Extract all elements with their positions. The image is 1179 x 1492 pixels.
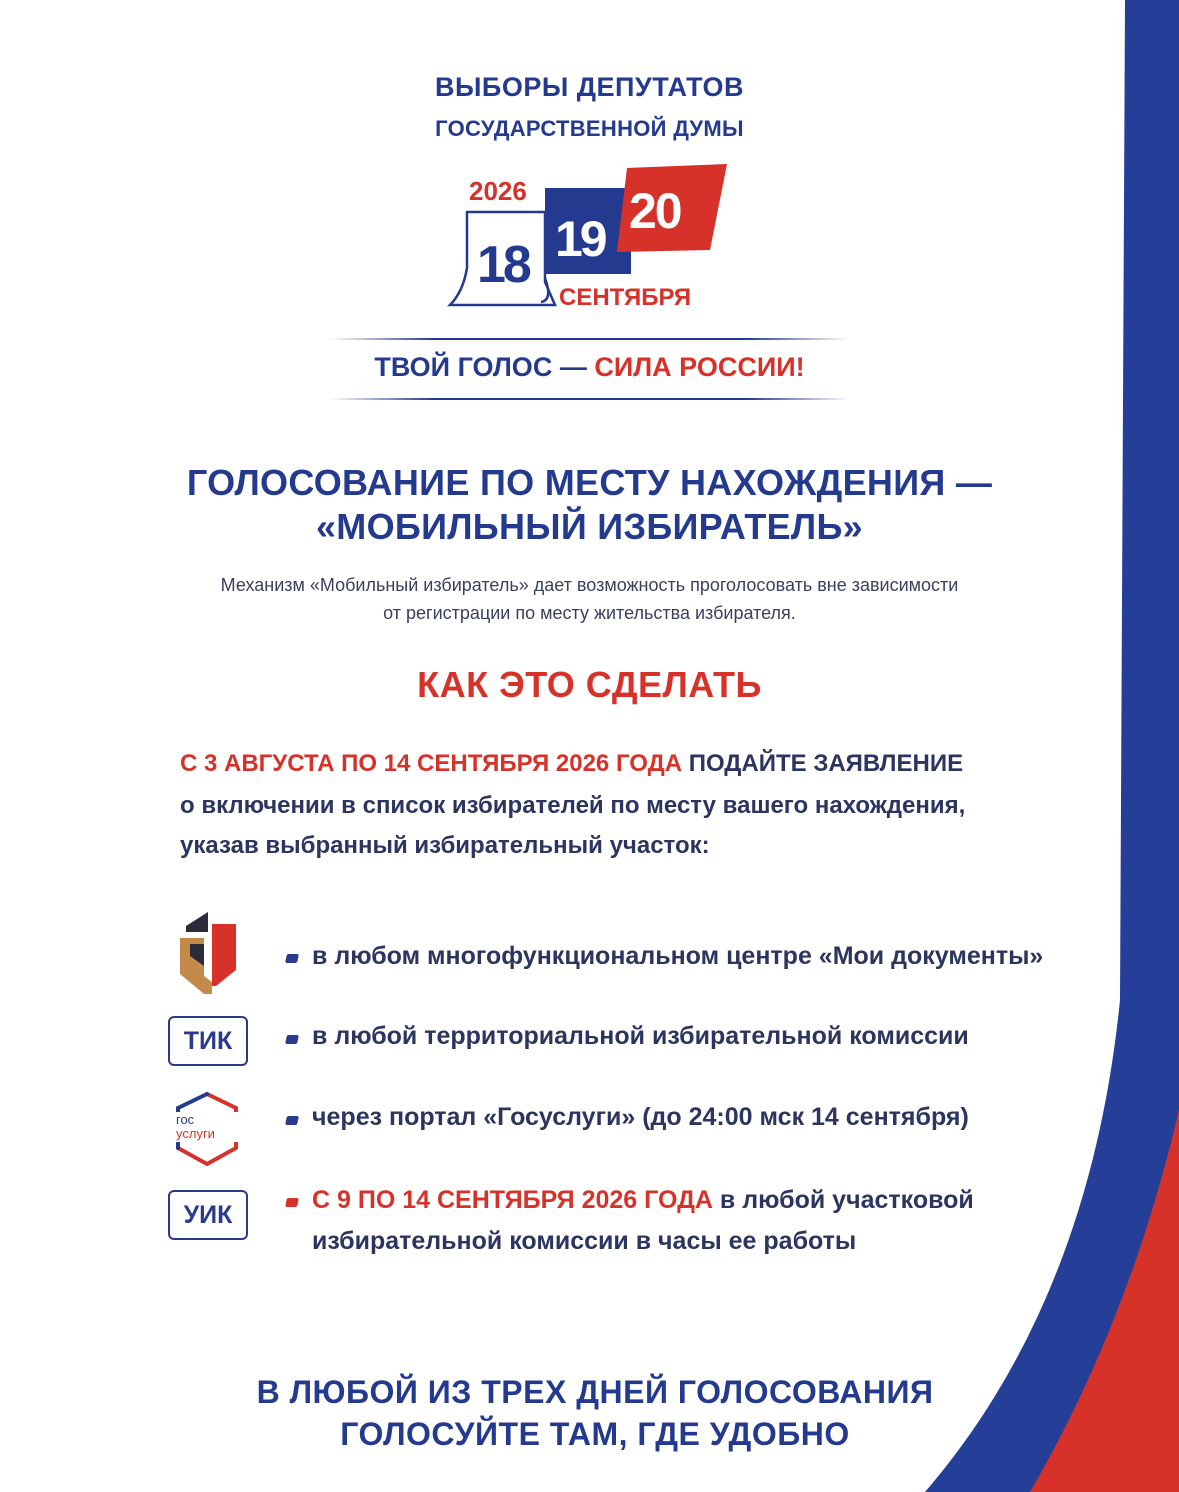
my-documents-icon	[176, 910, 240, 996]
logo-day-20: 20	[629, 183, 681, 239]
slogan-top-rule	[330, 338, 850, 340]
bullet-3	[285, 1116, 299, 1125]
logo-day-18: 18	[477, 236, 529, 294]
gosuslugi-text-1: гос	[176, 1112, 195, 1127]
bottom-line-1: В ЛЮБОЙ ИЗ ТРЕХ ДНЕЙ ГОЛОСОВАНИЯ	[256, 1374, 934, 1410]
slogan	[0, 352, 1179, 383]
item-gosuslugi: через портал «Госуслуги» (до 24:00 мск 14 сентября)	[312, 1103, 969, 1131]
bullet-4	[285, 1198, 299, 1207]
gosuslugi-icon	[170, 1090, 244, 1168]
intro-action: ПОДАЙТЕ ЗАЯВЛЕНИЕ	[682, 750, 964, 777]
item-uik-line-2: избирательной комиссии в часы ее работы	[312, 1227, 857, 1255]
gosuslugi-text-2: услуги	[176, 1126, 215, 1141]
logo-month: СЕНТЯБРЯ	[559, 284, 692, 311]
election-dates-logo	[445, 160, 745, 320]
main-title-line-2: «МОБИЛЬНЫЙ ИЗБИРАТЕЛЬ»	[315, 506, 863, 547]
tik-badge: ТИК	[168, 1016, 248, 1066]
description-line-2: от регистрации по месту жительства избирателя.	[383, 603, 796, 623]
bullet-2	[285, 1035, 299, 1044]
uik-dates: С 9 ПО 14 СЕНТЯБРЯ 2026 ГОДА	[312, 1186, 713, 1214]
description-line-1: Механизм «Мобильный избиратель» дает возможность проголосовать вне зависимости	[220, 575, 959, 595]
header-line-1: ВЫБОРЫ ДЕПУТАТОВ	[435, 72, 744, 102]
intro-dates: С 3 АВГУСТА ПО 14 СЕНТЯБРЯ 2026 ГОДА	[180, 750, 683, 777]
item-tik: в любой территориальной избирательной комиссии	[312, 1022, 969, 1050]
how-to-title: КАК ЭТО СДЕЛАТЬ	[417, 664, 762, 705]
header-line-2: ГОСУДАРСТВЕННОЙ ДУМЫ	[435, 116, 744, 141]
slogan-part-2: СИЛА РОССИИ!	[594, 352, 805, 382]
item-mfc: в любом многофункциональном центре «Мои документы»	[312, 942, 1044, 970]
bottom-line-2: ГОЛОСУЙТЕ ТАМ, ГДЕ УДОБНО	[340, 1416, 850, 1452]
bullet-1	[285, 954, 299, 963]
intro-line-1	[180, 750, 1000, 778]
intro-line-3: указав выбранный избирательный участок:	[180, 832, 710, 859]
logo-year: 2026	[469, 176, 527, 206]
item-uik-line-1	[312, 1186, 974, 1215]
slogan-bottom-rule	[330, 398, 850, 400]
intro-line-2: о включении в список избирателей по месту вашего нахождения,	[180, 792, 966, 819]
main-title-line-1: ГОЛОСОВАНИЕ ПО МЕСТУ НАХОЖДЕНИЯ —	[186, 462, 993, 503]
slogan-part-1: ТВОЙ ГОЛОС —	[374, 352, 595, 382]
uik-text-rest: в любой участковой	[712, 1186, 974, 1214]
uik-badge: УИК	[168, 1190, 248, 1240]
logo-day-19: 19	[555, 211, 605, 267]
